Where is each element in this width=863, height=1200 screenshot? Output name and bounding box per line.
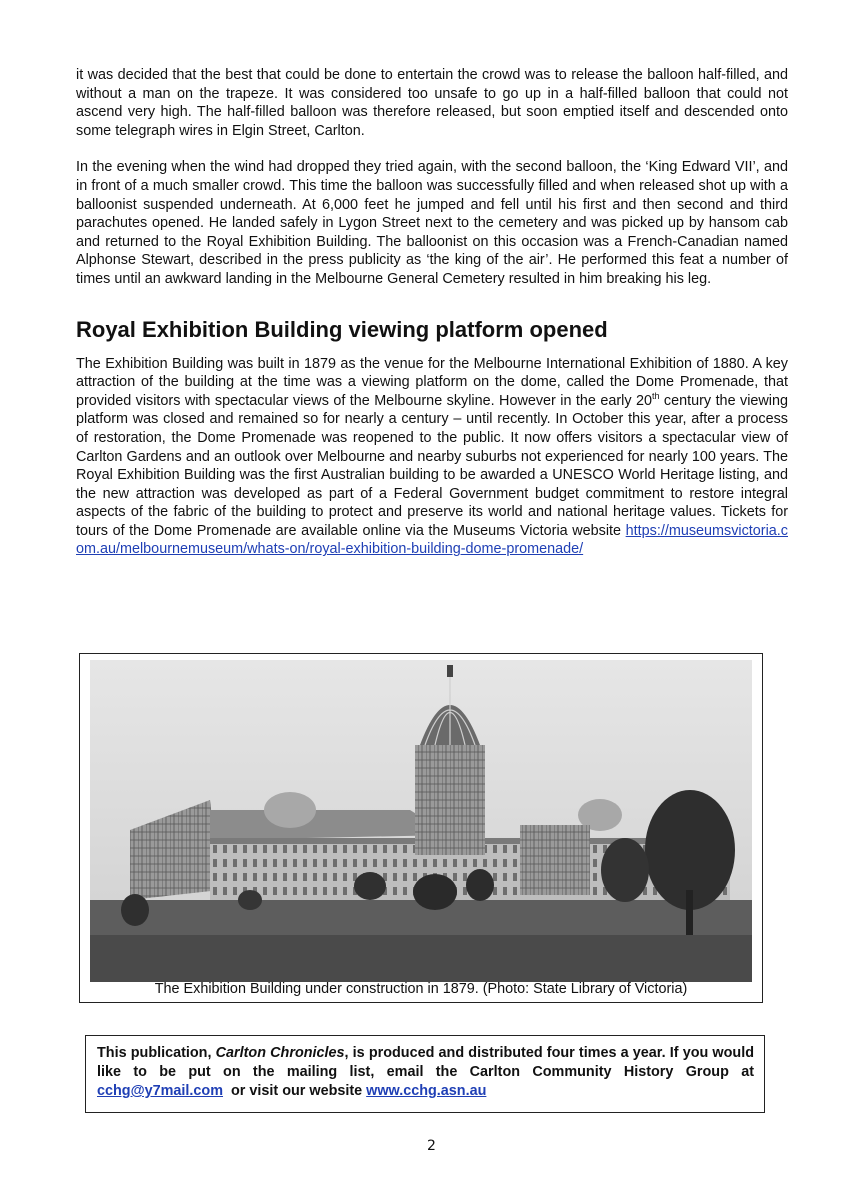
photo-figure — [79, 653, 763, 1003]
museums-victoria-link[interactable]: https://museumsvictoria.com.au/melbournemuseum/whats-on/royal-exhibition-building-dome-promenade/ — [76, 522, 788, 558]
photo-caption: The Exhibition Building under construction in 1879. (Photo: State Library of Victoria) — [154, 981, 688, 997]
notice-text-website: or visit our website — [223, 1083, 367, 1099]
notice-text-continued: , is produced and distributed four times a year. If you would like to be put on the mailing list, email the Carlton Community History Group at — [97, 1045, 754, 1080]
paragraph-exhibition-building — [76, 355, 788, 560]
publication-notice-box — [85, 1035, 765, 1113]
website-link[interactable]: www.cchg.asn.au — [366, 1083, 487, 1099]
paragraph-text-continued: century the viewing platform was closed and remained so for nearly a century – until recently. In October this year, after a process of restoration, the Dome Promenade was reopened to the public. It now offers visitors a spectacular view of Carlton Gardens and an outlook over Melbourne and nearby suburbs not experienced for nearly 100 years. The Royal Exhibition Building was the first Australian building to be awarded a UNESCO World Heritage listing, and the new attraction was developed as part of a Federal Government budget commitment to restore integral aspects of the fabric of the building to protect and preserve its world and national heritage values. Tickets for tours of the Dome Promenade are available online via the Museums Victoria website — [76, 392, 788, 539]
paragraph-balloon-release: it was decided that the best that could be done to entertain the crowd was to release the balloon half-filled, and without a man on the trapeze. It was considered too unsafe to go up in a half-filled balloon that could not ascend very high. The half-filled balloon was therefore released, but soon emptied itself and descended onto some telegraph wires in Elgin Street, Carlton. — [76, 67, 788, 139]
ordinal-suffix: th — [651, 390, 660, 401]
email-link[interactable]: cchg@y7mail.com — [97, 1083, 224, 1099]
publication-title: Carlton Chronicles — [215, 1045, 345, 1061]
notice-text: This publication, — [97, 1045, 216, 1061]
paragraph-text: The Exhibition Building was built in 1879 as the venue for the Melbourne International Exhibition of 1880. A key attraction of the building at the time was a viewing platform on the dome, called the Dome Promenade, that provided visitors with spectacular views of the Melbourne skyline. However in the early 20 — [76, 355, 788, 409]
article-body — [76, 66, 788, 559]
paragraph-second-balloon: In the evening when the wind had dropped they tried again, with the second balloon, the ‘King Edward VII’, and in front of a much smaller crowd. This time the balloon was successfully filled and when released shot up with a balloonist suspended underneath. At 6,000 feet he jumped and fell until his first and then second and third parachutes opened. He landed safely in Lygon Street next to the cemetery and was picked up by hansom cab and returned to the Royal Exhibition Building. The balloonist on this occasion was a French-Canadian named Alphonse Stewart, described in the press publicity as ‘the king of the air’. He performed this feat a number of times until an awkward landing in the Melbourne General Cemetery resulted in him breaking his leg. — [76, 159, 788, 287]
exhibition-building-photo — [90, 660, 752, 982]
section-heading: Royal Exhibition Building viewing platform opened — [76, 316, 608, 342]
page-number: 2 — [427, 1138, 436, 1154]
